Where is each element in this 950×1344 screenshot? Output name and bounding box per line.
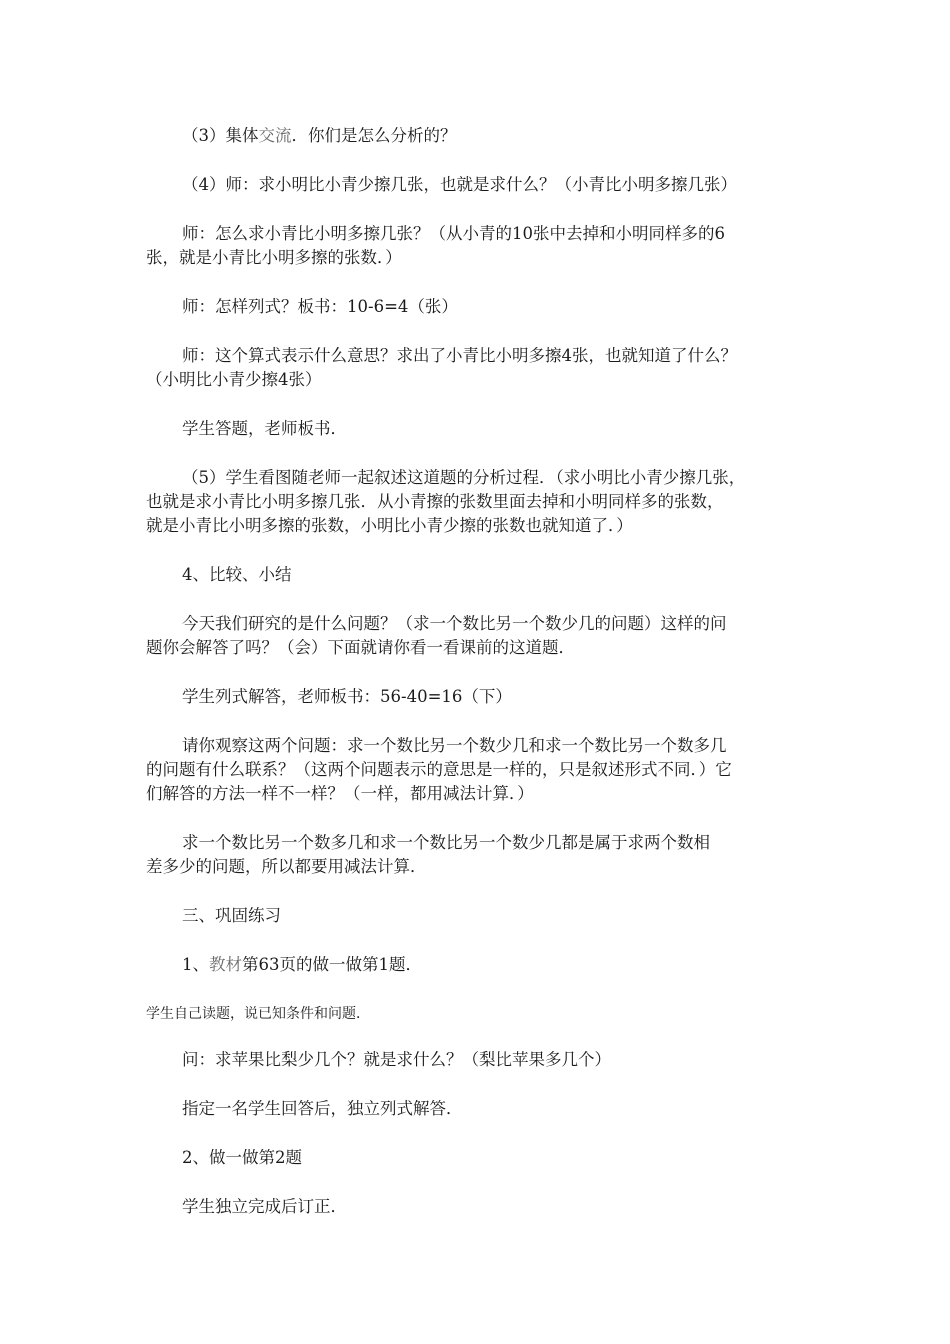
paragraph-self-complete (146, 1195, 852, 1219)
paragraph-line: （4）师：求小明比小青少擦几张，也就是求什么？（小青比小明多擦几张） (182, 175, 737, 194)
paragraph-line: 学生独立完成后订正． (182, 1197, 347, 1216)
paragraph-teacher-question-4 (146, 173, 852, 197)
heading-compare-summary (146, 563, 852, 587)
paragraph-line: 的问题有什么联系？（这两个问题表示的意思是一样的，只是叙述形式不同．）它 (146, 760, 732, 779)
paragraph-students-answer (146, 417, 852, 441)
paragraph-observe-problems (146, 734, 852, 806)
paragraph-collective-exchange (146, 124, 852, 148)
paragraph-line: 就是小青比小明多擦的张数，小明比小青少擦的张数也就知道了．） (146, 516, 633, 535)
paragraph-line: 求一个数比另一个数多几和求一个数比另一个数少几都是属于求两个数相 (182, 833, 710, 852)
paragraph-line: 问：求苹果比梨少几个？就是求什么？（梨比苹果多几个） (182, 1050, 611, 1069)
link-exchange[interactable]: 交流 (258, 126, 292, 145)
paragraph-line: 师：怎样列式？板书：10-6=4（张） (182, 297, 458, 316)
paragraph-line: 三、巩固练习 (182, 906, 281, 925)
paragraph-text: （3）集体 (182, 126, 259, 145)
paragraph-line: 差多少的问题，所以都要用减法计算． (146, 857, 427, 876)
paragraph-line: 今天我们研究的是什么问题？（求一个数比另一个数少几的问题）这样的问 (182, 614, 727, 633)
paragraph-apple-question (146, 1048, 852, 1072)
paragraph-read-question (146, 1002, 816, 1026)
paragraph-line: 指定一名学生回答后，独立列式解答． (182, 1099, 463, 1118)
paragraph-exercise-1 (146, 953, 852, 977)
paragraph-teacher-formula (146, 295, 852, 319)
paragraph-line: 也就是求小青比小明多擦几张．从小青擦的张数里面去掉和小明同样多的张数， (146, 492, 724, 511)
paragraph-teacher-how (146, 222, 852, 270)
paragraph-line: 请你观察这两个问题：求一个数比另一个数少几和求一个数比另一个数多几 (182, 736, 727, 755)
paragraph-line: 4、比较、小结 (182, 565, 292, 584)
paragraph-line: 张，就是小青比小明多擦的张数．） (146, 248, 402, 267)
paragraph-line: 学生自己读题，说已知条件和问题． (146, 1006, 370, 1022)
paragraph-line: （5）学生看图随老师一起叙述这道题的分析过程．（求小明比小青少擦几张， (182, 468, 746, 487)
heading-practice (146, 904, 852, 928)
paragraph-today-question (146, 612, 852, 660)
paragraph-line: 2、做一做第2题 (182, 1148, 302, 1167)
paragraph-analysis-process (146, 466, 852, 538)
paragraph-line: 师：怎么求小青比小明多擦几张？（从小青的10张中去掉和小明同样多的6 (182, 224, 725, 243)
paragraph-assign-student (146, 1097, 852, 1121)
paragraph-teacher-meaning (146, 344, 852, 392)
paragraph-exercise-2 (146, 1146, 852, 1170)
paragraph-line: 学生列式解答，老师板书：56-40=16（下） (182, 687, 512, 706)
paragraph-conclusion (146, 831, 852, 879)
paragraph-text: 第63页的做一做第1题． (242, 955, 422, 974)
paragraph-line: 师：这个算式表示什么意思？求出了小青比小明多擦4张，也就知道了什么？ (182, 346, 737, 365)
paragraph-text: 1、 (182, 955, 209, 974)
paragraph-students-formula (146, 685, 852, 709)
paragraph-line: （小明比小青少擦4张） (146, 370, 322, 389)
link-textbook[interactable]: 教材 (209, 955, 242, 974)
paragraph-line: 题你会解答了吗？（会）下面就请你看一看课前的这道题． (146, 638, 575, 657)
paragraph-line: 们解答的方法一样不一样？（一样，都用减法计算．） (146, 784, 534, 803)
paragraph-text: ．你们是怎么分析的？ (291, 126, 457, 145)
paragraph-line: 学生答题，老师板书． (182, 419, 347, 438)
